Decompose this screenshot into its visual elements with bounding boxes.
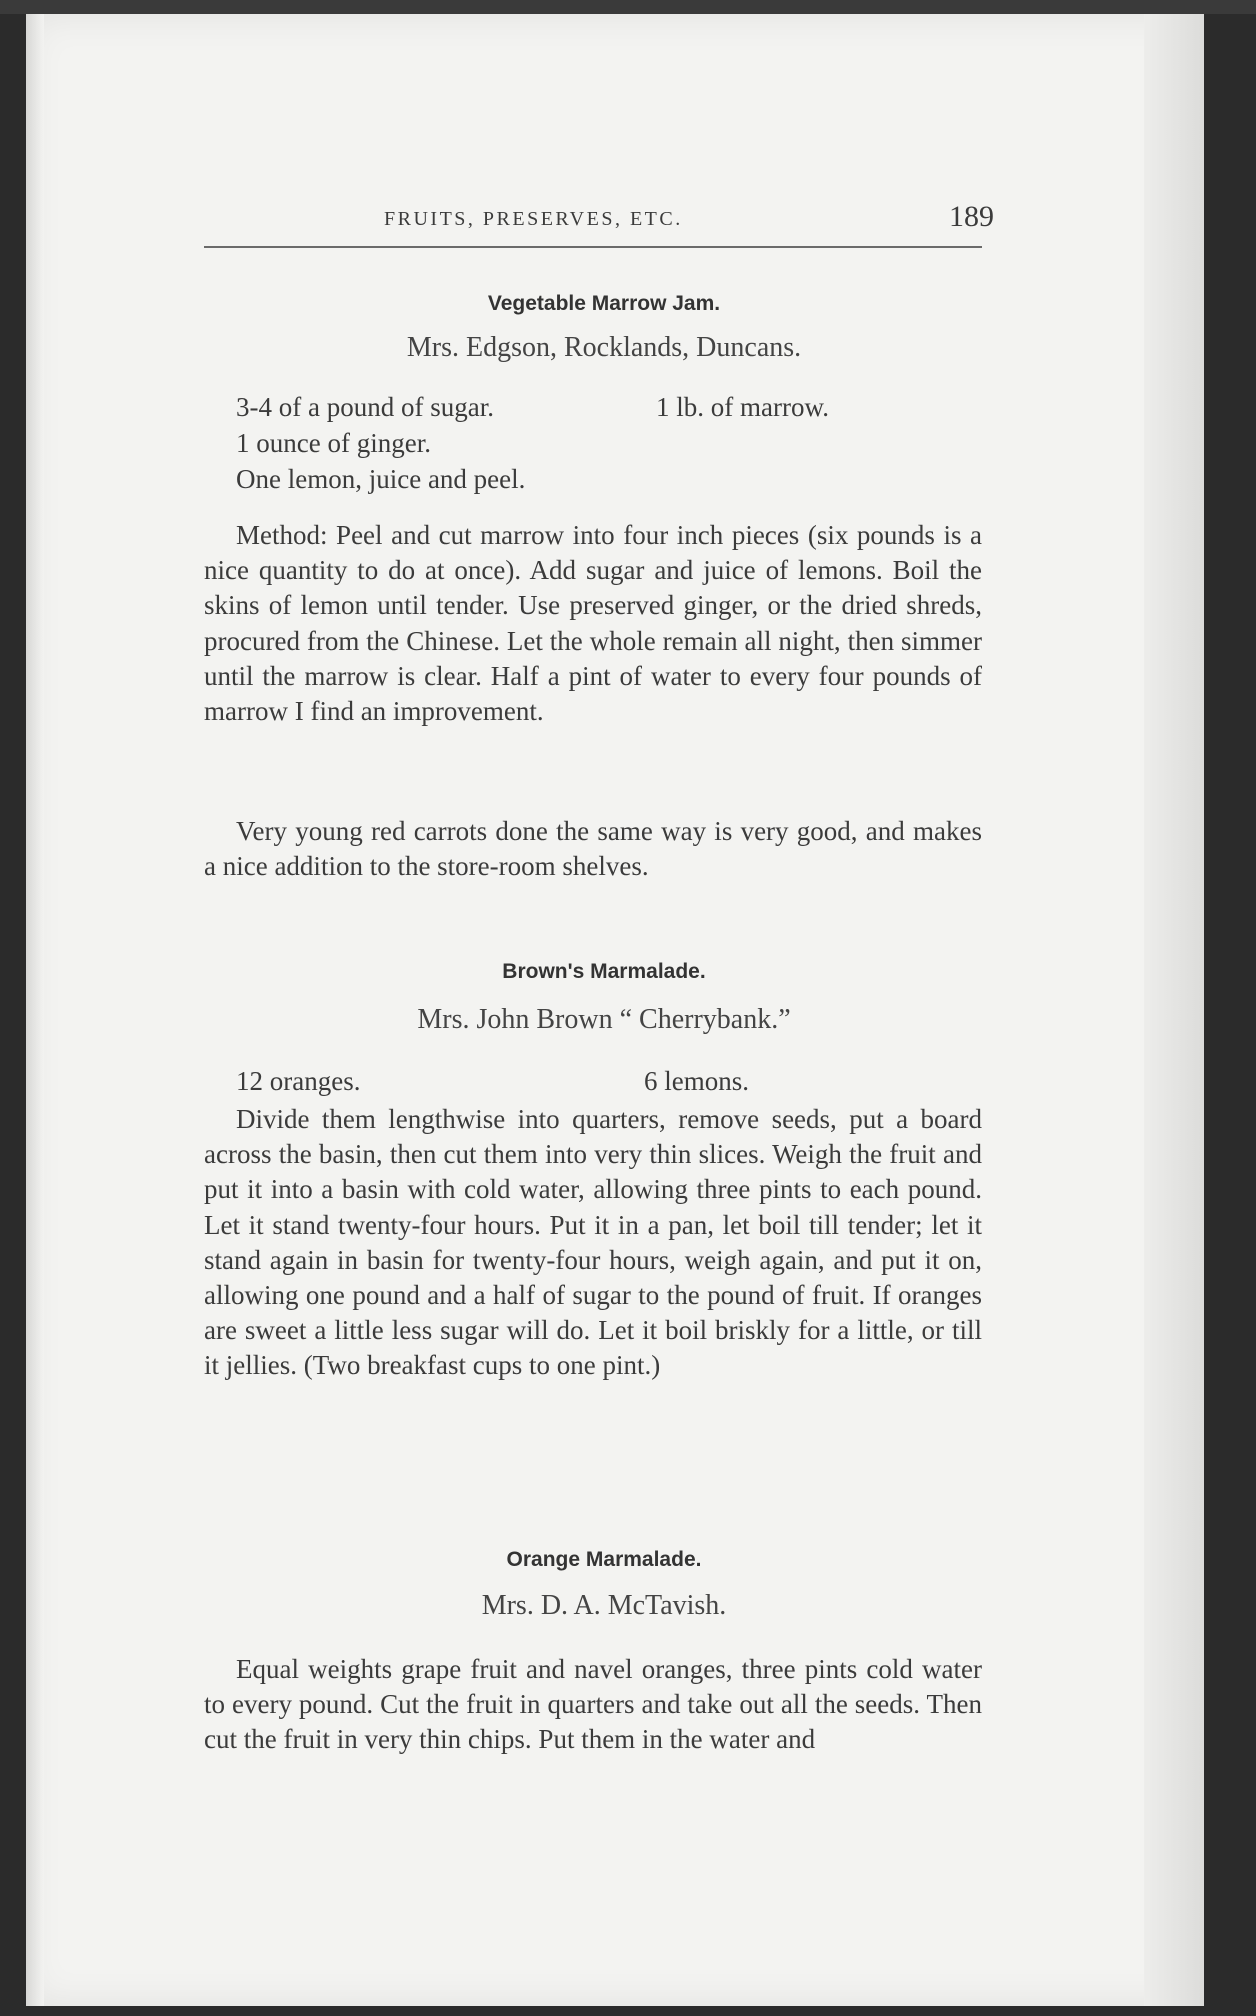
scan-border [0,0,1256,14]
recipe-paragraph: Divide them lengthwise into quarters, remove seeds, put a board across the basin, then cut them into very thin slices. Weigh the fruit and put it into a basin with cold water, allowing three pints to each pound. Let it stand twenty-four hours. Put it in a pan, let boil till tender; let it stand again in basin for twenty-four hours, weigh again, and put it on, allowing one pound and a half of sugar to the pound of fruit. If oranges are sweet a little less sugar will do. Let it boil briskly for a little, or till it jellies. (Two breakfast cups to one pint.) [204,1104,982,1381]
ingredient-line: 6 lemons. [644,1066,749,1096]
page-edge-shadow [1144,14,1204,2006]
page-gutter-shadow [26,14,44,2006]
recipe-author: Mrs. John Brown “ Cherrybank.” [417,1004,791,1035]
recipe-title: Vegetable Marrow Jam. [487,292,721,315]
recipe-paragraph: Very young red carrots done the same way is very good, and makes a nice addition to the store-room shelves. [204,816,982,882]
recipe-paragraph: Method: Peel and cut marrow into four inch pieces (six pounds is a nice quantity to do at once). Add sugar and juice of lemons. Boil the skins of lemon until tender. Use preserved ginger, or the dried shreds, procured from the Chinese. Let the whole remain all night, then simmer until the marrow is clear. Half a pint of water to every four pounds of marrow I find an improvement. [204,520,982,727]
header-rule [204,246,982,248]
ingredient-line: 1 lb. of marrow. [656,392,829,422]
running-head [204,200,1004,240]
book-page [26,14,1204,2006]
ingredient-line: One lemon, juice and peel. [236,464,526,494]
recipe-author: Mrs. D. A. McTavish. [481,1590,727,1621]
ingredient-line: 12 oranges. [236,1066,361,1096]
recipe-paragraph: Equal weights grape fruit and navel oranges, three pints cold water to every pound. Cut the fruit in quarters and take out all the seeds. Then cut the fruit in very thin chips. Put them in the water and [204,1654,982,1755]
recipe-title: Orange Marmalade. [506,1548,702,1571]
ingredient-line: 1 ounce of ginger. [236,428,431,458]
ingredient-line: 3-4 of a pound of sugar. [236,392,494,422]
running-title: FRUITS, PRESERVES, ETC. [384,208,683,230]
recipe-author: Mrs. Edgson, Rocklands, Duncans. [406,332,802,363]
recipe-title: Brown's Marmalade. [502,960,706,983]
page-number: 189 [949,200,994,233]
